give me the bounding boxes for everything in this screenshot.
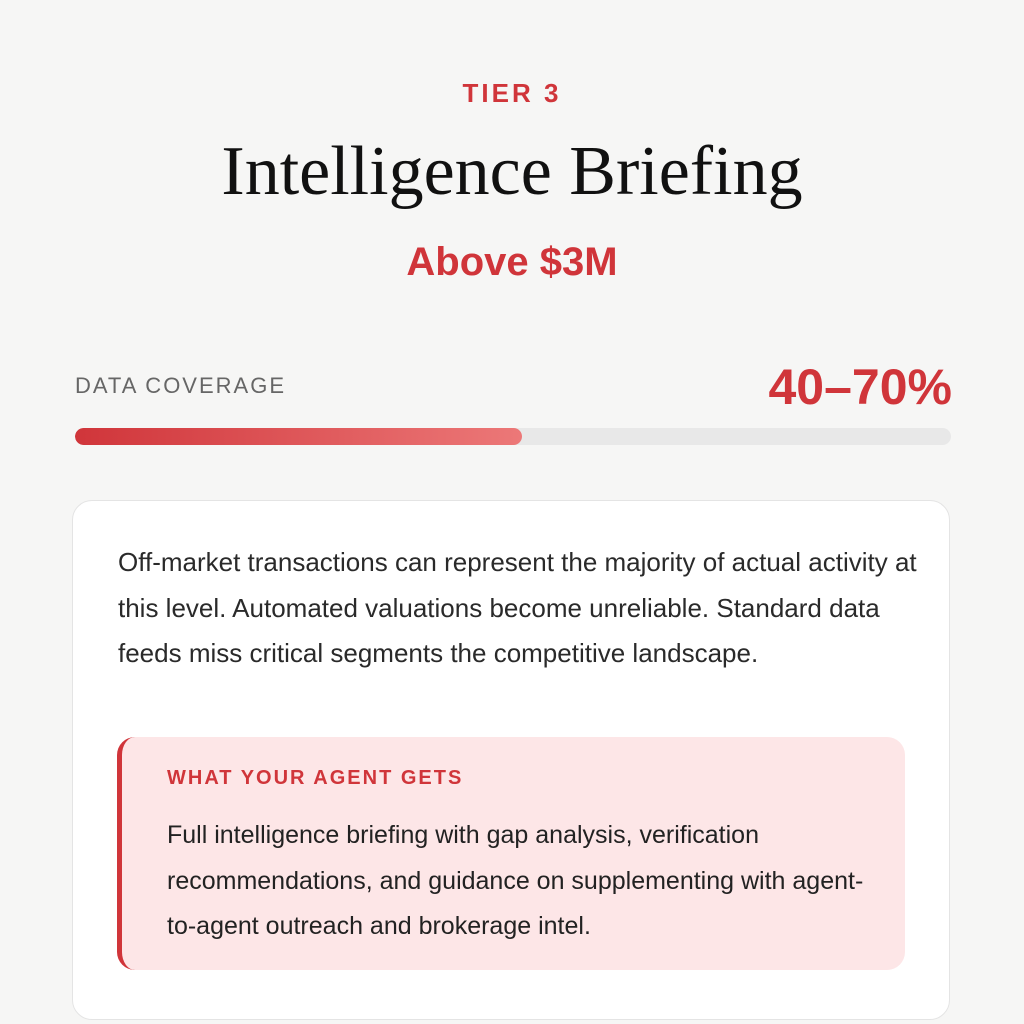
data-coverage-value: 40–70%	[768, 359, 952, 415]
callout-heading: WHAT YOUR AGENT GETS	[167, 767, 464, 789]
page-title: Intelligence Briefing	[221, 133, 803, 210]
coverage-progress-fill	[75, 428, 522, 445]
agent-benefits-callout	[117, 737, 905, 970]
data-coverage-label: DATA COVERAGE	[75, 373, 287, 398]
card-description: Off-market transactions can represent the majority of actual activity at this level. Automated valuations become unreliable. Standard data feeds miss critical segments the competitive landscape.	[118, 547, 917, 668]
callout-body: Full intelligence briefing with gap analysis, verification recommendations, and guidance on supplementing with agent-to-agent outreach and brokerage intel.	[167, 821, 864, 940]
coverage-progress-bar	[75, 428, 951, 445]
tier-label: TIER 3	[462, 78, 562, 108]
price-range: Above $3M	[406, 240, 618, 284]
